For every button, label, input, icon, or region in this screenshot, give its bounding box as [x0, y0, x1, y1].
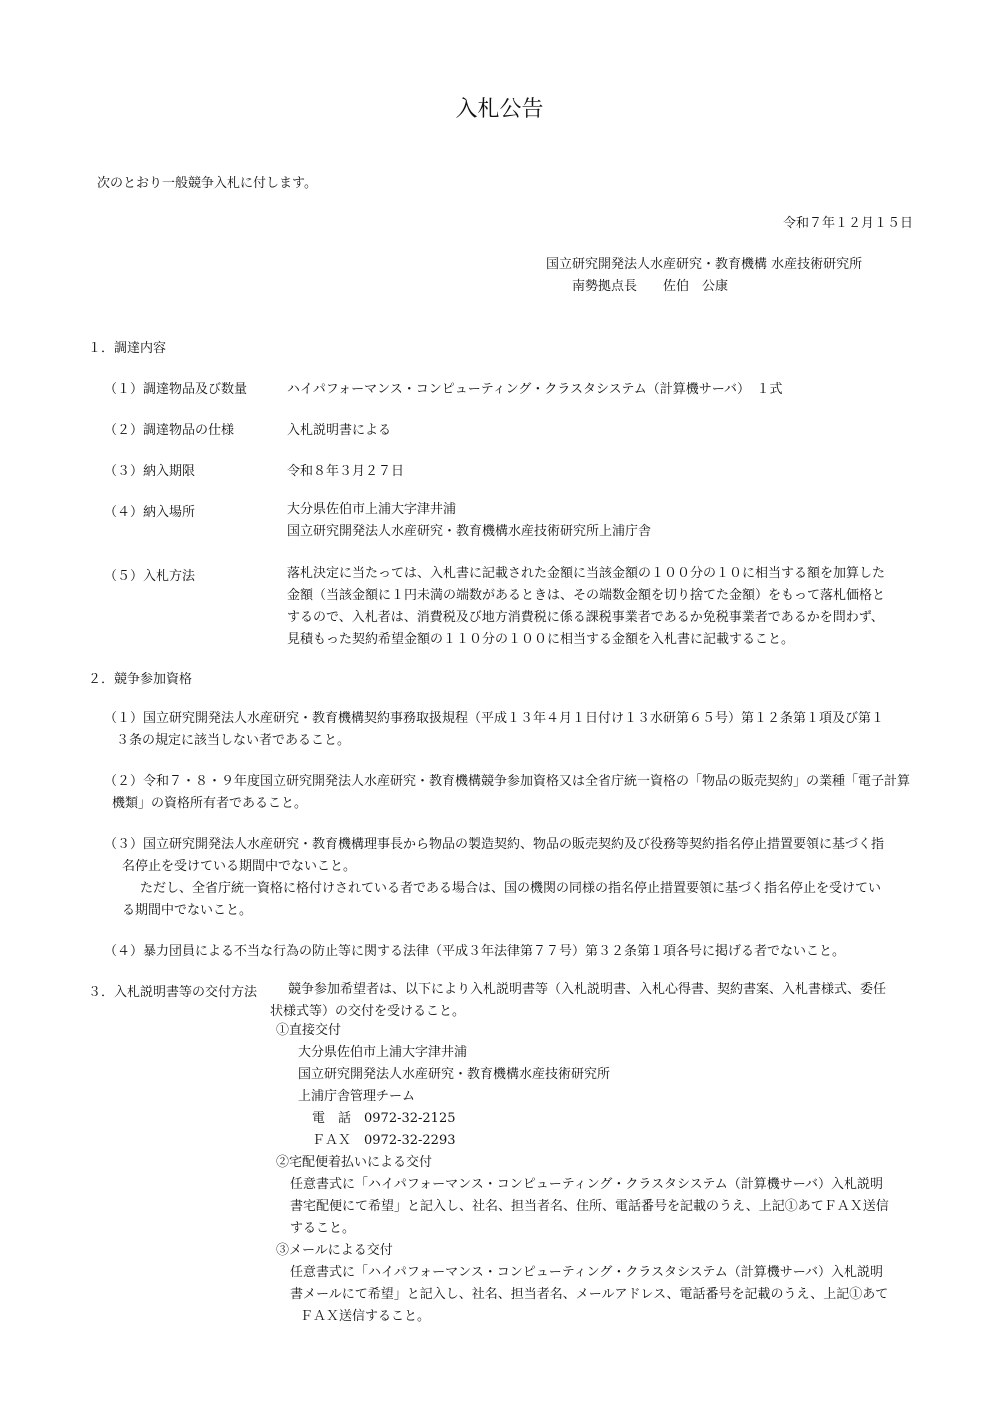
s3-direct-line: 上浦庁舎管理チーム — [298, 1089, 416, 1104]
s3-delivery-line: 任意書式に「ハイパフォーマンス・コンピューティング・クラスタシステム（計算機サーバ）入札説明 — [290, 1177, 884, 1192]
s2-item-1-line: ３条の規定に該当しない者であること。 — [116, 733, 351, 748]
s1-item-5-line: 見積もった契約希望金額の１１０分の１００に相当する金額を入札書に記載すること。 — [287, 632, 795, 647]
section-2-heading: ２．競争参加資格 — [88, 672, 193, 687]
s1-item-5-line: 金額（当該金額に１円未満の端数があるときは、その端数金額を切り捨てた金額）をもって落札価格と — [287, 588, 886, 603]
s3-mail-title: ③メールによる交付 — [276, 1243, 393, 1258]
s1-item-5-line: するので、入札者は、消費税及び地方消費税に係る課税事業者であるか免税事業者であるかを問わず、 — [287, 610, 884, 625]
s3-direct-line: 国立研究開発法人水産研究・教育機構水産技術研究所 — [298, 1067, 611, 1082]
s3-direct-fax: ＦＡＸ 0972-32-2293 — [312, 1133, 456, 1148]
section-1-heading: １．調達内容 — [88, 341, 167, 356]
s3-intro — [270, 979, 886, 1023]
s3-direct-tel: 電 話 0972-32-2125 — [312, 1111, 456, 1126]
intro-text: 次のとおり一般競争入札に付します。 — [97, 176, 317, 191]
s3-direct-line: 大分県佐伯市上浦大字津井浦 — [298, 1045, 468, 1060]
s1-item-5-label: （５）入札方法 — [104, 569, 196, 584]
s2-item-3-line: 名停止を受けている期間中でないこと。 — [122, 859, 357, 874]
s3-direct-delivery — [276, 1020, 889, 1328]
notice-date: 令和７年１２月１５日 — [782, 216, 913, 231]
s3-delivery-title: ②宅配便着払いによる交付 — [276, 1155, 433, 1170]
s1-item-4-value — [287, 499, 651, 543]
s3-mail-line: ＦＡＸ送信すること。 — [300, 1309, 431, 1324]
s3-direct-title: ①直接交付 — [276, 1023, 342, 1038]
s2-item-2 — [104, 771, 910, 815]
s2-item-3-line: ただし、全省庁統一資格に格付けされている者である場合は、国の機関の同様の指名停止措置要領に基づく指名停止を受けてい — [140, 881, 882, 896]
s1-item-2-label: （２）調達物品の仕様 — [104, 423, 235, 438]
s2-item-2-line: （２）令和７・８・９年度国立研究開発法人水産研究・教育機構競争参加資格又は全省庁統一資格の「物品の販売契約」の業種「電子計算 — [104, 774, 911, 789]
s3-mail-line: 任意書式に「ハイパフォーマンス・コンピューティング・クラスタシステム（計算機サーバ）入札説明 — [290, 1265, 884, 1280]
s3-mail-line: 書メールにて希望」と記入し、社名、担当者名、メールアドレス、電話番号を記載のうえ、上記①あて — [290, 1287, 889, 1302]
issuer-person: 南勢拠点長 佐伯 公康 — [572, 279, 729, 294]
s2-item-3-line: （３）国立研究開発法人水産研究・教育機構理事長から物品の製造契約、物品の販売契約及び役務等契約指名停止措置要領に基づく指 — [104, 837, 885, 852]
s1-item-1-value: ハイパフォーマンス・コンピューティング・クラスタシステム（計算機サーバ） １式 — [287, 382, 783, 397]
s1-item-3-value: 令和８年３月２７日 — [287, 464, 405, 479]
s1-item-4-line: 大分県佐伯市上浦大字津井浦 — [287, 502, 457, 517]
s3-intro-line: 競争参加希望者は、以下により入札説明書等（入札説明書、入札心得書、契約書案、入札書様式、委任 — [288, 982, 887, 997]
s2-item-3 — [104, 834, 884, 922]
s1-item-4-label: （４）納入場所 — [104, 505, 196, 520]
s3-intro-line: 状様式等）の交付を受けること。 — [270, 1004, 466, 1019]
s1-item-5-line: 落札決定に当たっては、入札書に記載された金額に当該金額の１００分の１０に相当する額を加算した — [287, 566, 886, 581]
s2-item-1 — [104, 708, 884, 752]
s2-item-1-line: （１）国立研究開発法人水産研究・教育機構契約事務取扱規程（平成１３年４月１日付け１３水研第６５号）第１２条第１項及び第１ — [104, 711, 885, 726]
s1-item-5-value — [287, 563, 885, 651]
s1-item-4-line: 国立研究開発法人水産研究・教育機構水産技術研究所上浦庁舎 — [287, 524, 652, 539]
issuer-org: 国立研究開発法人水産研究・教育機構 水産技術研究所 — [546, 257, 863, 272]
s3-delivery-line: 書宅配便にて希望」と記入し、社名、担当者名、住所、電話番号を記載のうえ、上記①あてＦＡＸ送信 — [290, 1199, 889, 1214]
s1-item-1-label: （１）調達物品及び数量 — [104, 382, 248, 397]
s1-item-3-label: （３）納入期限 — [104, 464, 196, 479]
document-title: 入札公告 — [455, 97, 544, 122]
s3-delivery-line: すること。 — [290, 1221, 356, 1236]
s2-item-2-line: 機類」の資格所有者であること。 — [112, 796, 308, 811]
s2-item-3-line: る期間中でないこと。 — [122, 903, 253, 918]
section-3-heading: ３．入札説明書等の交付方法 — [88, 985, 258, 1000]
s2-item-4: （４）暴力団員による不当な行為の防止等に関する法律（平成３年法律第７７号）第３２条第１項各号に掲げる者でないこと。 — [104, 944, 846, 959]
s1-item-2-value: 入札説明書による — [287, 423, 392, 438]
